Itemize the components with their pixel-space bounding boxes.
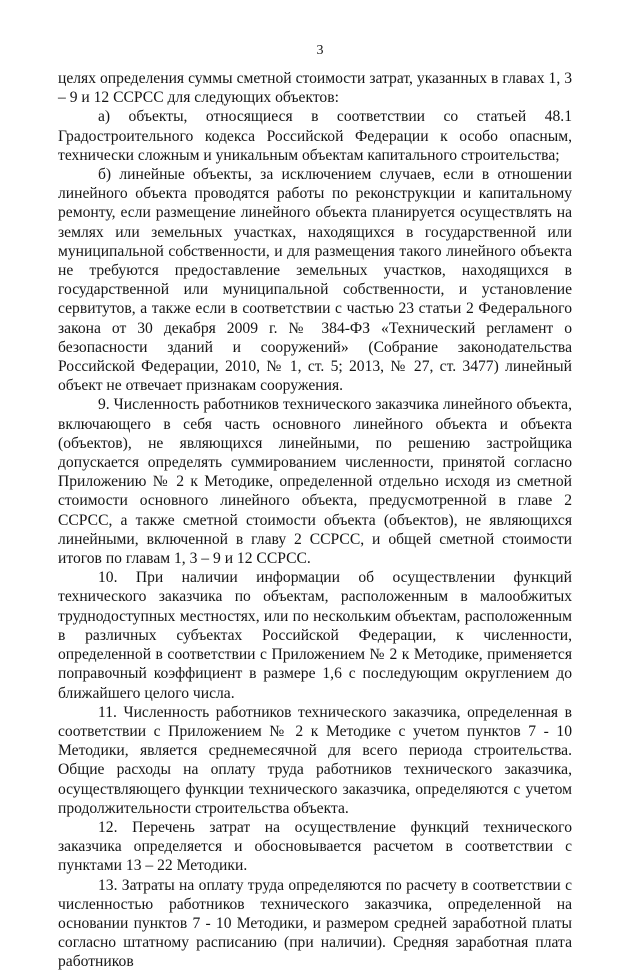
paragraph-item-a: а) объекты, относящиеся в соответствии со статьей 48.1 Градостроительного кодекса Российской Федерации к особо опасным, технически сложным и уникальным объектам капитального строительства;: [58, 108, 572, 164]
document-body: [58, 69, 572, 972]
paragraph-point-11: 11. Численность работников технического заказчика, определенная в соответствии с Приложением № 2 к Методике с учетом пунктов 7 - 10 Методики, является среднемесячной для всего периода строительства. Общие расходы на оплату труда работников технического заказчика, осуществляющего функции технического заказчика, определяются с учетом продолжительности строительства объекта.: [58, 703, 572, 817]
paragraph-continuation: целях определения суммы сметной стоимости затрат, указанных в главах 1, 3 – 9 и 12 ССРСС для следующих объектов:: [58, 70, 572, 107]
paragraph-point-10: 10. При наличии информации об осуществлении функций технического заказчика по объектам, расположенным в малообжитых труднодоступных местностях, или по нескольким объектам, расположенным в различных субъектах Российской Федерации, к численности, определенной в соответствии с Приложением № 2 к Методике, применяется поправочный коэффициент в размере 1,6 с последующим округлением до ближайшего целого числа.: [58, 569, 572, 702]
paragraph-item-b: б) линейные объекты, за исключением случаев, если в отношении линейного объекта проводятся работы по реконструкции и капитальному ремонту, если размещение линейного объекта планируется осуществлять на землях или земельных участках, находящихся в государственной или муниципальной собственности, и для размещения такого линейного объекта не требуются предоставление земельных участков, находящихся в государственной или муниципальной собственности, и установление сервитутов, а также если в соответствии с частью 23 статьи 2 Федерального закона от 30 декабря 2009 г. № 384-ФЗ «Технический регламент о безопасности зданий и сооружений» (Собрание законодательства Российской Федерации, 2010, № 1, ст. 5; 2013, № 27, ст. 3477) линейный объект не отвечает признакам сооружения.: [58, 166, 572, 395]
paragraph-point-12: 12. Перечень затрат на осуществление функций технического заказчика определяется и обосновывается расчетом в соответствии с пунктами 13 – 22 Методики.: [58, 818, 572, 875]
paragraph-point-9: 9. Численность работников технического заказчика линейного объекта, включающего в себя часть основного линейного объекта и объекта (объектов), не являющихся линейными, по решению застройщика допускается определять суммированием численности, принятой согласно Приложению № 2 к Методике, определенной отдельно исходя из сметной стоимости основного линейного объекта, предусмотренной в главе 2 ССРСС, а также сметной стоимости объекта (объектов), не являющихся линейными, включенной в главу 2 ССРСС, и общей сметной стоимости итогов по главам 1, 3 – 9 и 12 ССРСС.: [58, 396, 572, 568]
page-number: 3: [316, 43, 324, 58]
paragraph-point-13: 13. Затраты на оплату труда определяются по расчету в соответствии с численностью работников технического заказчика, определенной на основании пунктов 7 - 10 Методики, и размером средней заработной платы согласно штатному расписанию (при наличии). Средняя заработная плата работников: [58, 876, 572, 971]
